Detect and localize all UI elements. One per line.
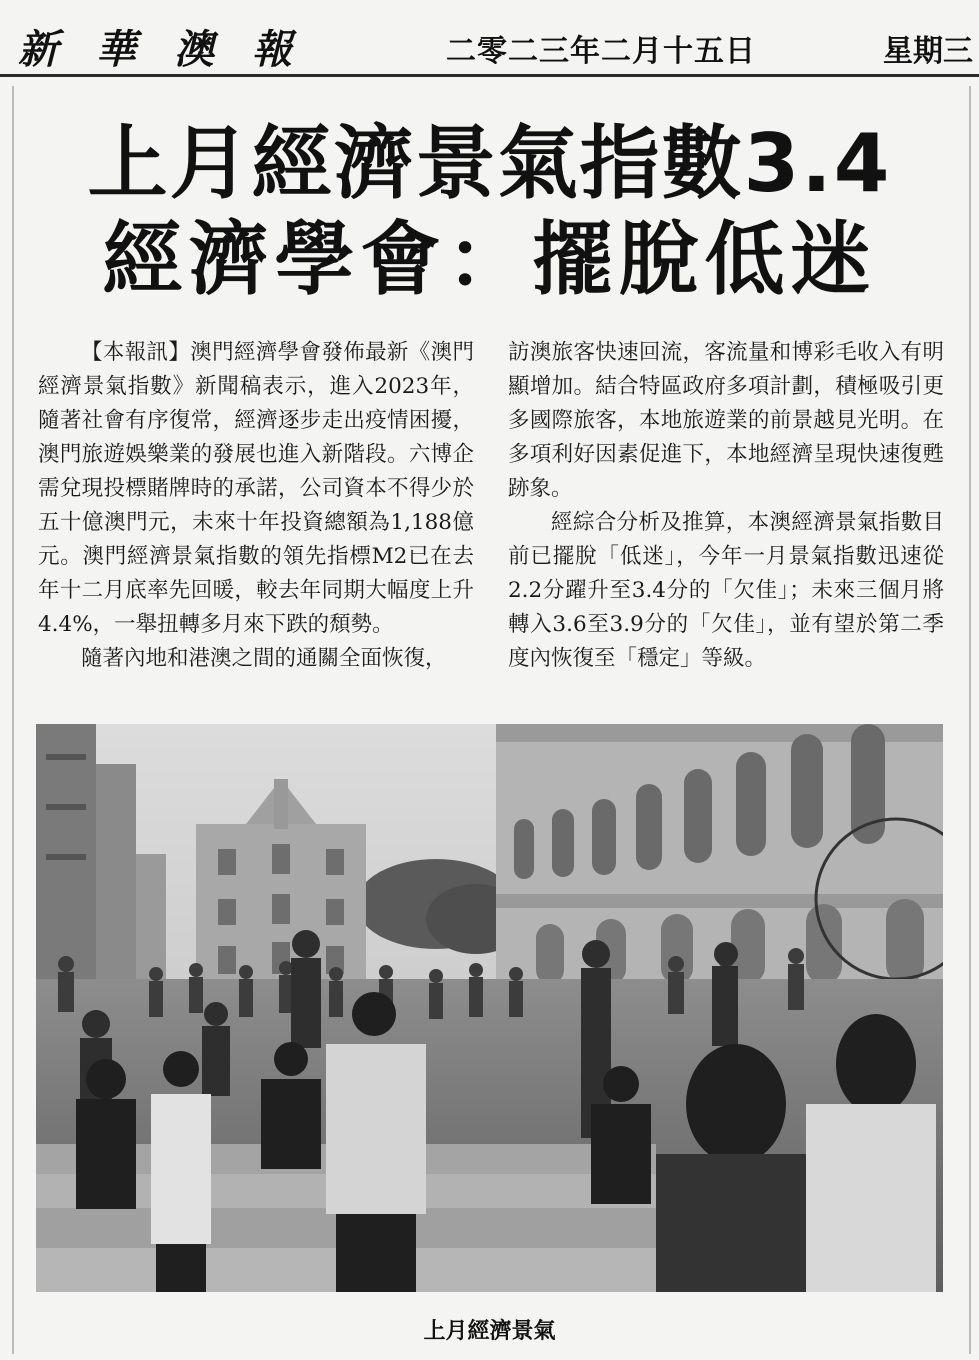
issue-date: 二零二三年二月十五日 bbox=[446, 34, 756, 69]
newspaper-name: 新華澳報 bbox=[18, 26, 330, 73]
article-paragraph: 隨著內地和港澳之間的通關全面恢復， bbox=[81, 646, 447, 671]
issue-weekday: 星期三 bbox=[883, 34, 973, 69]
article-paragraph: 訪澳旅客快速回流，客流量和博彩毛收入有明顯增加。結合特區政府多項計劃，積極吸引更多國際旅客，本地旅遊業的前景越見光明。在多項利好因素促進下，本地經濟呈現快速復甦跡象。 bbox=[508, 340, 944, 501]
article-paragraph: 【本報訊】澳門經濟學會發佈最新《澳門經濟景氣指數》新聞稿表示，進入2023年，隨著社會有序復常，經濟逐步走出疫情困擾，澳門旅遊娛樂業的發展也進入新階段。六博企需兌現投標賭牌時的承諾，公司資本不得少於五十億澳門元，未來十年投資總額為1,188億元。澳門經濟景氣指數的領先指標M2已在去年十二月底率先回暖，較去年同期大幅度上升4.4%，一舉扭轉多月來下跌的頹勢。 bbox=[38, 340, 474, 637]
masthead bbox=[0, 0, 979, 77]
photo-caption: 上月經濟景氣 bbox=[423, 1319, 556, 1344]
article-paragraph: 經綜合分析及推算，本澳經濟景氣指數目前已擺脫「低迷」，今年一月景氣指數迅速從2.2分躍升至3.4分的「欠佳」；未來三個月將轉入3.6至3.9分的「欠佳」，並有望於第二季度內恢復至「穩定」等級。 bbox=[508, 510, 944, 671]
article-column-left bbox=[38, 336, 474, 676]
headline-main: 上月經濟景氣指數3.4 bbox=[87, 117, 892, 210]
news-photo bbox=[36, 724, 943, 1292]
headline-sub: 經濟學會：擺脫低迷 bbox=[102, 213, 877, 306]
article-column-right bbox=[508, 336, 944, 676]
photo-ruins-of-st-pauls-crowd bbox=[36, 724, 943, 1292]
